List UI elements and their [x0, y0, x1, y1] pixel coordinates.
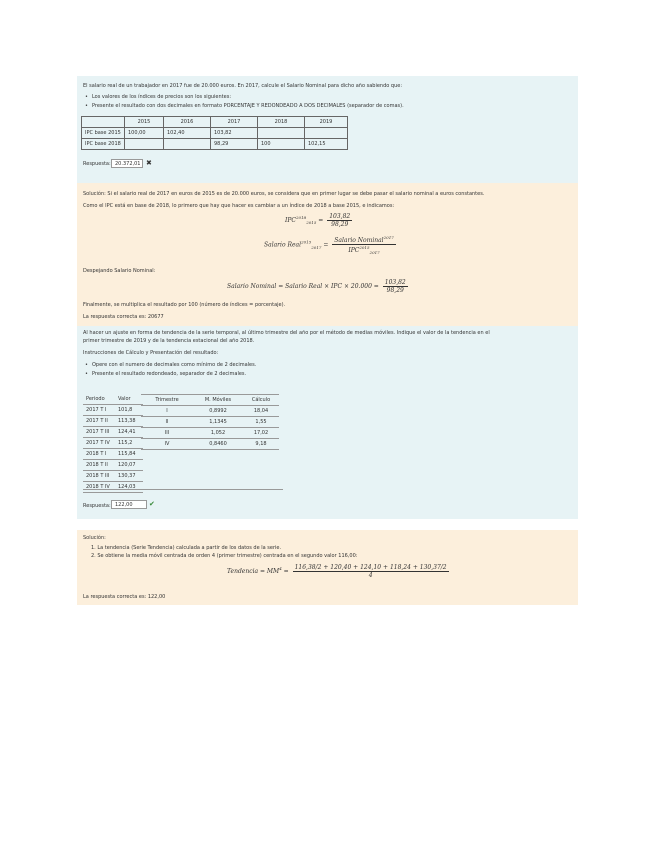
- answer-input[interactable]: 20.372,01: [111, 159, 143, 168]
- table-header: [82, 117, 125, 128]
- correct-icon: ✔: [149, 500, 155, 508]
- table-row: 2018 T II 120,07: [83, 460, 143, 471]
- table-header: M. Móviles: [193, 395, 243, 406]
- answer-label: Respuesta:: [83, 161, 111, 167]
- question-1-bullet-1: • Los valores de los índices de precios son los siguientes:: [85, 94, 231, 100]
- feedback-2-step-1: 1. La tendencia (Serie Tendencia) calculada a partir de los datos de la serie.: [91, 545, 282, 551]
- table-header: Periodo: [83, 394, 115, 405]
- table-header: 2019: [305, 117, 348, 128]
- divider: [83, 489, 283, 490]
- feedback-2-step-2: 2. Se obtiene la media móvil centrada de orden 4 (primer trimestre) centrada en el segundo valor 116,00:: [91, 553, 358, 559]
- question-2-text-cont: primer trimestre de 2019 y de la tendencia estacional del año 2018.: [83, 338, 255, 344]
- feedback-2-panel: [77, 530, 578, 605]
- feedback-2-title: Solución:: [83, 535, 106, 541]
- table-row: IPC base 2015 100,00 102,40 103,82: [82, 128, 348, 139]
- correct-answer-text: La respuesta correcta es: 20677: [83, 314, 164, 320]
- question-1-panel: [77, 76, 578, 183]
- correct-answer-text: La respuesta correcta es: 122,00: [83, 594, 166, 600]
- seasonal-table: [141, 394, 279, 450]
- table-row: IPC base 2018 98,29 100 102,15: [82, 139, 348, 150]
- answer-label: Respuesta:: [83, 503, 111, 509]
- feedback-1-line-1: Solución: Si el salario real de 2017 en euros de 2015 es de 20.000 euros, se considera que en primer lugar se debe pasar el salario nominal a euros constantes.: [83, 191, 485, 197]
- table-header: Cálculo: [243, 395, 279, 406]
- incorrect-icon: ✖: [146, 159, 152, 167]
- price-index-table: [81, 116, 348, 150]
- instruction-bullet-1: • Opere con el numero de decimales como mínimo de 2 decimales.: [85, 362, 256, 368]
- question-2-text: Al hacer un ajuste en forma de tendencia de la serie temporal, al último trimestre del año por el método de medias móviles. Indique el valor de la tendencia en el: [83, 330, 490, 336]
- feedback-1-line-2: Como el IPC está en base de 2018, lo primero que hay que hacer es cambiar a un índice de 2018 a base 2015, e indicamos:: [83, 203, 395, 209]
- feedback-1-panel: [77, 183, 578, 326]
- equation-nominal-salary: Salario Nominal = Salario Real × IPC × 20.000 = $\frac{103,82}{98,29}$: [227, 279, 406, 294]
- equation-ipc-change: $IPC^{2018}_{2015}$ = $\frac{103,82}{98,29}$: [285, 213, 351, 228]
- table-row: 2018 T III 130,37: [83, 471, 143, 482]
- question-1-text: El salario real de un trabajador en 2017 fue de 20.000 euros. En 2017, calcule el Salario Nominal para dicho año sabiendo que:: [83, 83, 402, 89]
- equation-trend: Tendencia = $MM^4$ = $\frac{116,38/2 + 120,40 + 124,10 + 118,24 + 130,37/2}{4}$: [227, 564, 447, 579]
- feedback-1-line-3: Despejando Salario Nominal:: [83, 268, 156, 274]
- table-header: 2017: [211, 117, 258, 128]
- table-row: III 1,052 17,02: [141, 428, 279, 439]
- instruction-bullet-2: • Presente el resultado redondeado, separador de 2 decimales.: [85, 371, 246, 377]
- table-row: 2017 T IV 115,2: [83, 438, 143, 449]
- series-table: [83, 394, 143, 493]
- table-header: Trimestre: [141, 395, 193, 406]
- table-row: II 1,1345 1,55: [141, 417, 279, 428]
- question-1-bullet-2: • Presente el resultado con dos decimales en formato PORCENTAJE Y REDONDEADO A DOS DECIMALES (separador de comas).: [85, 103, 404, 109]
- table-row: 2017 T III 124,41: [83, 427, 143, 438]
- table-row: IV 0,8460 9,18: [141, 439, 279, 450]
- question-2-panel: [77, 326, 578, 519]
- table-header: 2016: [164, 117, 211, 128]
- equation-real-salary: Salario Real$^{2015}_{2017}$ = $\frac{Salario Nominal^{2017}}{IPC^{2015}_{2017}}$: [264, 235, 394, 256]
- table-row: 2017 T I 101,8: [83, 405, 143, 416]
- table-header: Valor: [115, 394, 143, 405]
- feedback-1-line-4: Finalmente, se multiplica el resultado por 100 (número de índices = porcentaje).: [83, 302, 286, 308]
- table-header: 2015: [125, 117, 164, 128]
- table-header: 2018: [258, 117, 305, 128]
- table-row: 2018 T IV 124,03: [83, 482, 143, 493]
- instructions-title: Instrucciones de Cálculo y Presentación del resultado:: [83, 350, 219, 356]
- answer-input[interactable]: 122,00: [111, 500, 147, 509]
- table-row: 2018 T I 115,84: [83, 449, 143, 460]
- table-row: I 0,8992 18,04: [141, 406, 279, 417]
- table-row: 2017 T II 113,38: [83, 416, 143, 427]
